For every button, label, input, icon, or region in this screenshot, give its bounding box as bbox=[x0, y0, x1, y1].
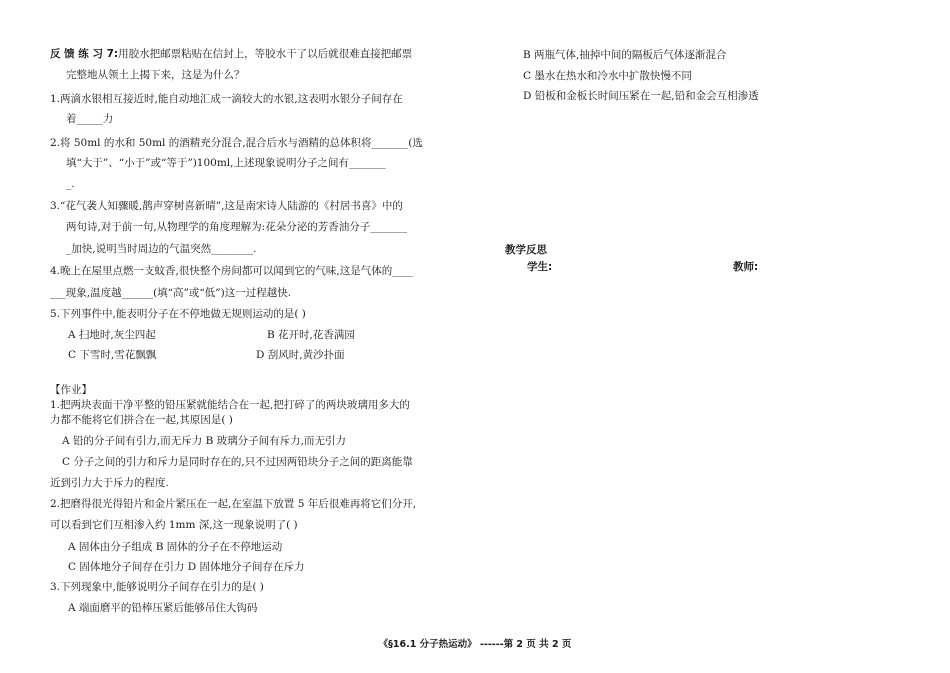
homework-title: 【作业】 bbox=[50, 384, 92, 396]
q5-stem: 5.下列事件中,能表明分子在不停地做无规则运动的是( ) bbox=[50, 308, 306, 320]
hw1-option-c-b: 近到引力大于斥力的程度. bbox=[50, 477, 169, 489]
hw1-option-c-a: C 分子之间的引力和斥力是同时存在的,只不过因两铅块分子之间的距离能靠 bbox=[62, 456, 413, 468]
q5-option-b: B 花开时,花香满园 bbox=[267, 329, 355, 341]
hw1-line-b: 力都不能将它们拼合在一起,其原因是( ) bbox=[50, 414, 233, 426]
feedback-title: 反 馈 练 习 7: bbox=[50, 48, 119, 60]
hw3-option-d: D 铅板和金板长时间压紧在一起,铅和金会互相渗透 bbox=[523, 90, 759, 102]
q1-line-b: 着_____力 bbox=[66, 113, 114, 125]
teacher-label: 教师: bbox=[733, 261, 759, 273]
hw3-option-c: C 墨水在热水和冷水中扩散快慢不同 bbox=[523, 70, 692, 82]
student-label: 学生: bbox=[527, 261, 553, 273]
hw3-option-b: B 两瓶气体,抽掉中间的隔板后气体逐渐混合 bbox=[523, 49, 727, 61]
q5-option-a: A 扫地时,灰尘四起 bbox=[68, 329, 156, 341]
feedback-intro-1: 用胶水把邮票粘贴在信封上，等胶水干了以后就很难直接把邮票 bbox=[118, 48, 413, 60]
hw2-options-ab: A 固体由分子组成 B 固体的分子在不停地运动 bbox=[68, 541, 283, 553]
hw3-option-a: A 端面磨平的铅棒压紧后能够吊住大钩码 bbox=[68, 602, 258, 614]
q4-line-a: 4.晚上在屋里点燃一支蚊香,很快整个房间都可以闻到它的气味,这是气体的____ bbox=[50, 265, 414, 277]
page-footer: 《§16.1 分子热运动》 ------第 2 页 共 2 页 bbox=[378, 639, 572, 650]
feedback-intro-line-1 bbox=[50, 47, 412, 61]
q5-option-d: D 刮风时,黄沙扑面 bbox=[256, 349, 345, 361]
q2-line-c: _. bbox=[66, 178, 75, 190]
q2-line-b: 填“大于”、“小于”或“等于”)100ml,上述现象说明分子之间有_______ bbox=[66, 157, 386, 169]
feedback-intro-2: 完整地从领土上揭下来，这是为什么？ bbox=[66, 69, 245, 81]
q4-line-b: ___现象,温度越______(填“高”或“低”)这一过程越快. bbox=[50, 287, 292, 299]
q2-line-a: 2.将 50ml 的水和 50ml 的酒精充分混合,混合后水与酒精的总体积将_______(选 bbox=[50, 137, 423, 149]
reflection-title: 教学反思 bbox=[505, 244, 547, 256]
hw1-options-ab: A 铅的分子间有引力,而无斥力 B 玻璃分子间有斥力,而无引力 bbox=[62, 435, 346, 447]
hw2-line-b: 可以看到它们互相渗入约 1mm 深,这一现象说明了( ) bbox=[50, 519, 298, 531]
hw2-options-cd: C 固体地分子间存在引力 D 固体地分子间存在斥力 bbox=[68, 561, 305, 573]
q3-line-a: 3.“花气袭人知骤暖,鹊声穿树喜新晴”,这是南宋诗人陆游的《村居书喜》中的 bbox=[50, 200, 403, 212]
hw1-line-a: 1.把两块表面干净平整的铅压紧就能结合在一起,把打碎了的两块玻璃用多大的 bbox=[50, 399, 410, 411]
q5-option-c: C 下雪时,雪花飘飘 bbox=[68, 349, 157, 361]
q3-line-c: _加快,说明当时周边的气温突然________. bbox=[66, 243, 257, 255]
hw3-stem: 3.下列现象中,能够说明分子间存在引力的是( ) bbox=[50, 581, 264, 593]
hw2-line-a: 2.把磨得很光得铅片和金片紧压在一起,在室温下放置 5 年后很难再将它们分开, bbox=[50, 498, 417, 510]
q1-line-a: 1.两滴水银相互接近时,能自动地汇成一滴较大的水银,这表明水银分子间存在 bbox=[50, 93, 403, 105]
q3-line-b: 两句诗,对于前一句,从物理学的角度理解为:花朵分泌的芳香油分子_______ bbox=[66, 221, 407, 233]
